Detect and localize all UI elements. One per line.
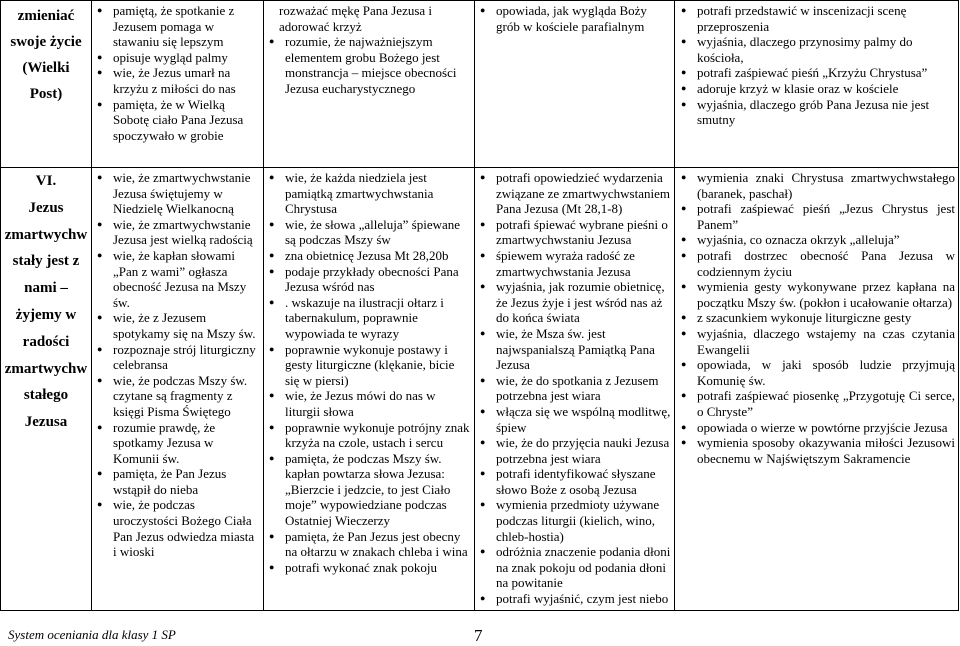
requirements-cell [675, 168, 959, 611]
list-item: ● rozumie, że najważniejszym elementem grobu Bożego jest monstrancja – miejsce obecności Jezusa eucharystycznego [269, 34, 471, 96]
list-item: ● wyjaśnia, co oznacza okrzyk „alleluja” [681, 232, 955, 248]
list-item: ● śpiewem wyraża radość ze zmartwychwstania Jezusa [480, 248, 671, 279]
list-item: ● wie, że podczas uroczystości Bożego Ciała Pan Jezus odwiedza miasta i wioski [97, 497, 260, 559]
section-title-line: żyjemy w [15, 306, 77, 323]
list-item: ● wie, że do przyjęcia nauki Jezusa potrzebna jest wiara [480, 435, 671, 466]
list-item: ● potrafi śpiewać wybrane pieśni o zmartwychwstaniu Jezusa [480, 217, 671, 248]
list-item: ● opowiada, jak wygląda Boży grób w kościele parafialnym [480, 3, 671, 34]
list-item: ● zna obietnicę Jezusa Mt 28,20b [269, 248, 471, 264]
requirements-list [97, 3, 260, 143]
list-item: ● . wskazuje na ilustracji ołtarz i tabernakulum, poprawnie wypowiada te wyrazy [269, 295, 471, 342]
requirements-cell [475, 1, 675, 168]
list-item: ● potrafi wykonać znak pokoju [269, 560, 471, 576]
requirements-cell [264, 1, 475, 168]
list-item: ● wie, że kapłan słowami „Pan z wami” ogłasza obecność Jezusa na Mszy św. [97, 248, 260, 310]
requirements-cell [675, 1, 959, 168]
list-item: ● pamięta, że podczas Mszy św. kapłan powtarza słowa Jezusa: „Bierzcie i jedzcie, to jest Ciało moje” wypowiedziane podczas Ostatniej Wieczerzy [269, 451, 471, 529]
list-item: rozważać mękę Pana Jezusa i adorować krzyż [279, 3, 433, 34]
list-item: ● pamięta, że Pan Jezus wstąpił do nieba [97, 466, 260, 497]
requirements-cell [92, 1, 264, 168]
section-title-cell [1, 1, 92, 168]
list-item: ● potrafi identyfikować słyszane słowo Boże z osobą Jezusa [480, 466, 671, 497]
list-item: ● pamiętą, że spotkanie z Jezusem pomaga w stawaniu się lepszym [97, 3, 260, 50]
list-item: ● z szacunkiem wykonuje liturgiczne gesty [681, 310, 955, 326]
list-item: ● poprawnie wykonuje postawy i gesty liturgiczne (klękanie, bicie się w piersi) [269, 342, 471, 389]
list-item: ● wie, że Jezus umarł na krzyżu z miłości do nas [97, 65, 260, 96]
list-item: ● wie, że każda niedziela jest pamiątką zmartwychwstania Chrystusa [269, 170, 471, 217]
section-title-line: nami – [24, 280, 68, 297]
list-item: ● wymienia sposoby okazywania miłości Jezusowi obecnemu w Najświętszym Sakramencie [681, 435, 955, 466]
list-item: ● potrafi zaśpiewać pieśń „Jezus Chrystus jest Panem” [681, 201, 955, 232]
section-title-line: stały jest z [12, 253, 80, 270]
section-title-line: zmartwychw [4, 360, 88, 377]
list-item: ● wyjaśnia, dlaczego przynosimy palmy do kościoła, [681, 34, 955, 65]
list-item: ● opisuje wygląd palmy [97, 50, 260, 66]
requirements-list [97, 170, 260, 560]
section-title-line: (Wielki [22, 60, 70, 76]
section-title-line: zmartwychw [4, 226, 88, 243]
page-number: 7 [474, 626, 483, 645]
list-item: ● podaje przykłady obecności Pana Jezusa wśród nas [269, 264, 471, 295]
list-item: ● wymienia znaki Chrystusa zmartwychwstałego (baranek, paschał) [681, 170, 955, 201]
list-item: ● adoruje krzyż w klasie oraz w kościele [681, 81, 955, 97]
list-item: ● opowiada, w jaki sposób ludzie przyjmują Komunię św. [681, 357, 955, 388]
section-title-line: Jezus [28, 199, 64, 216]
requirements-list [681, 170, 955, 466]
list-item: ● wymienia gesty wykonywane przez kapłana na początku Mszy św. (pokłon i ucałowanie ołtarza) [681, 279, 955, 310]
table-row [1, 168, 959, 611]
list-item: ● potrafi zaśpiewać piosenkę „Przygotuję Ci serce, o Chryste” [681, 388, 955, 419]
requirements-list [480, 170, 671, 607]
list-item: ● poprawnie wykonuje potrójny znak krzyża na czole, ustach i sercu [269, 420, 471, 451]
list-item: ● wie, że Jezus mówi do nas w liturgii słowa [269, 388, 471, 419]
list-item: ● opowiada o wierze w powtórne przyjście Jezusa [681, 420, 955, 436]
section-title-line: zmieniać [17, 8, 75, 24]
section-title-line: radości [22, 333, 70, 350]
list-item: ● wyjaśnia, jak rozumie obietnicę, że Jezus żyje i jest wśród nas aż do końca świata [480, 279, 671, 326]
list-item: ● wie, że z Jezusem spotykamy się na Mszy św. [97, 310, 260, 341]
requirements-list [681, 3, 955, 128]
section-title-cell [1, 168, 92, 611]
list-item: ● wyjaśnia, dlaczego wstajemy na czas czytania Ewangelii [681, 326, 955, 357]
list-item: ● wie, że Msza św. jest najwspanialszą Pamiątką Pana Jezusa [480, 326, 671, 373]
requirements-list [269, 34, 471, 96]
list-item: ● wie, że do spotkania z Jezusem potrzebna jest wiara [480, 373, 671, 404]
table-row [1, 1, 959, 168]
section-title-line: Jezusa [24, 414, 68, 431]
list-item: ● włącza się we wspólną modlitwę, śpiew [480, 404, 671, 435]
list-item: ● wie, że zmartwychwstanie Jezusa jest wielką radością [97, 217, 260, 248]
list-item: ● wie, że słowa „alleluja” śpiewane są podczas Mszy św [269, 217, 471, 248]
requirements-cell [92, 168, 264, 611]
section-title-line: VI. [35, 173, 57, 189]
list-item: ● wymienia przedmioty używane podczas liturgii (kielich, wino, chleb-hostia) [480, 497, 671, 544]
list-item: ● wie, że podczas Mszy św. czytane są fragmenty z księgi Pisma Świętego [97, 373, 260, 420]
list-item: ● rozpoznaje strój liturgiczny celebransa [97, 342, 260, 373]
list-item: ● potrafi opowiedzieć wydarzenia związane ze zmartwychwstaniem Pana Jezusa (Mt 28,1-8) [480, 170, 671, 217]
requirements-cell [475, 168, 675, 611]
list-item: ● pamięta, że w Wielką Sobotę ciało Pana Jezusa spoczywało w grobie [97, 97, 260, 144]
section-title-line: swoje życie [10, 34, 82, 50]
requirements-list [480, 3, 671, 34]
list-item: ● wie, że zmartwychwstanie Jezusa świętujemy w Niedzielę Wielkanocną [97, 170, 260, 217]
document-footer-title: System oceniania dla klasy 1 SP [8, 627, 176, 642]
section-title-line: Post) [29, 86, 63, 102]
list-item: ● pamięta, że Pan Jezus jest obecny na ołtarzu w znakach chleba i wina [269, 529, 471, 560]
list-item: ● potrafi zaśpiewać pieśń „Krzyżu Chrystusa” [681, 65, 955, 81]
requirements-list [269, 170, 471, 575]
list-item: ● potrafi dostrzec obecność Pana Jezusa w codziennym życiu [681, 248, 955, 279]
requirements-cell [264, 168, 475, 611]
list-item: ● wyjaśnia, dlaczego grób Pana Jezusa nie jest smutny [681, 97, 955, 128]
list-item: ● odróżnia znaczenie podania dłoni na znak pokoju od podania dłoni na powitanie [480, 544, 671, 591]
list-item: ● potrafi wyjaśnić, czym jest niebo [480, 591, 671, 607]
list-item: ● potrafi przedstawić w inscenizacji scenę przeproszenia [681, 3, 955, 34]
section-title-line: stałego [23, 387, 69, 404]
list-item: ● rozumie prawdę, że spotkamy Jezusa w Komunii św. [97, 420, 260, 467]
